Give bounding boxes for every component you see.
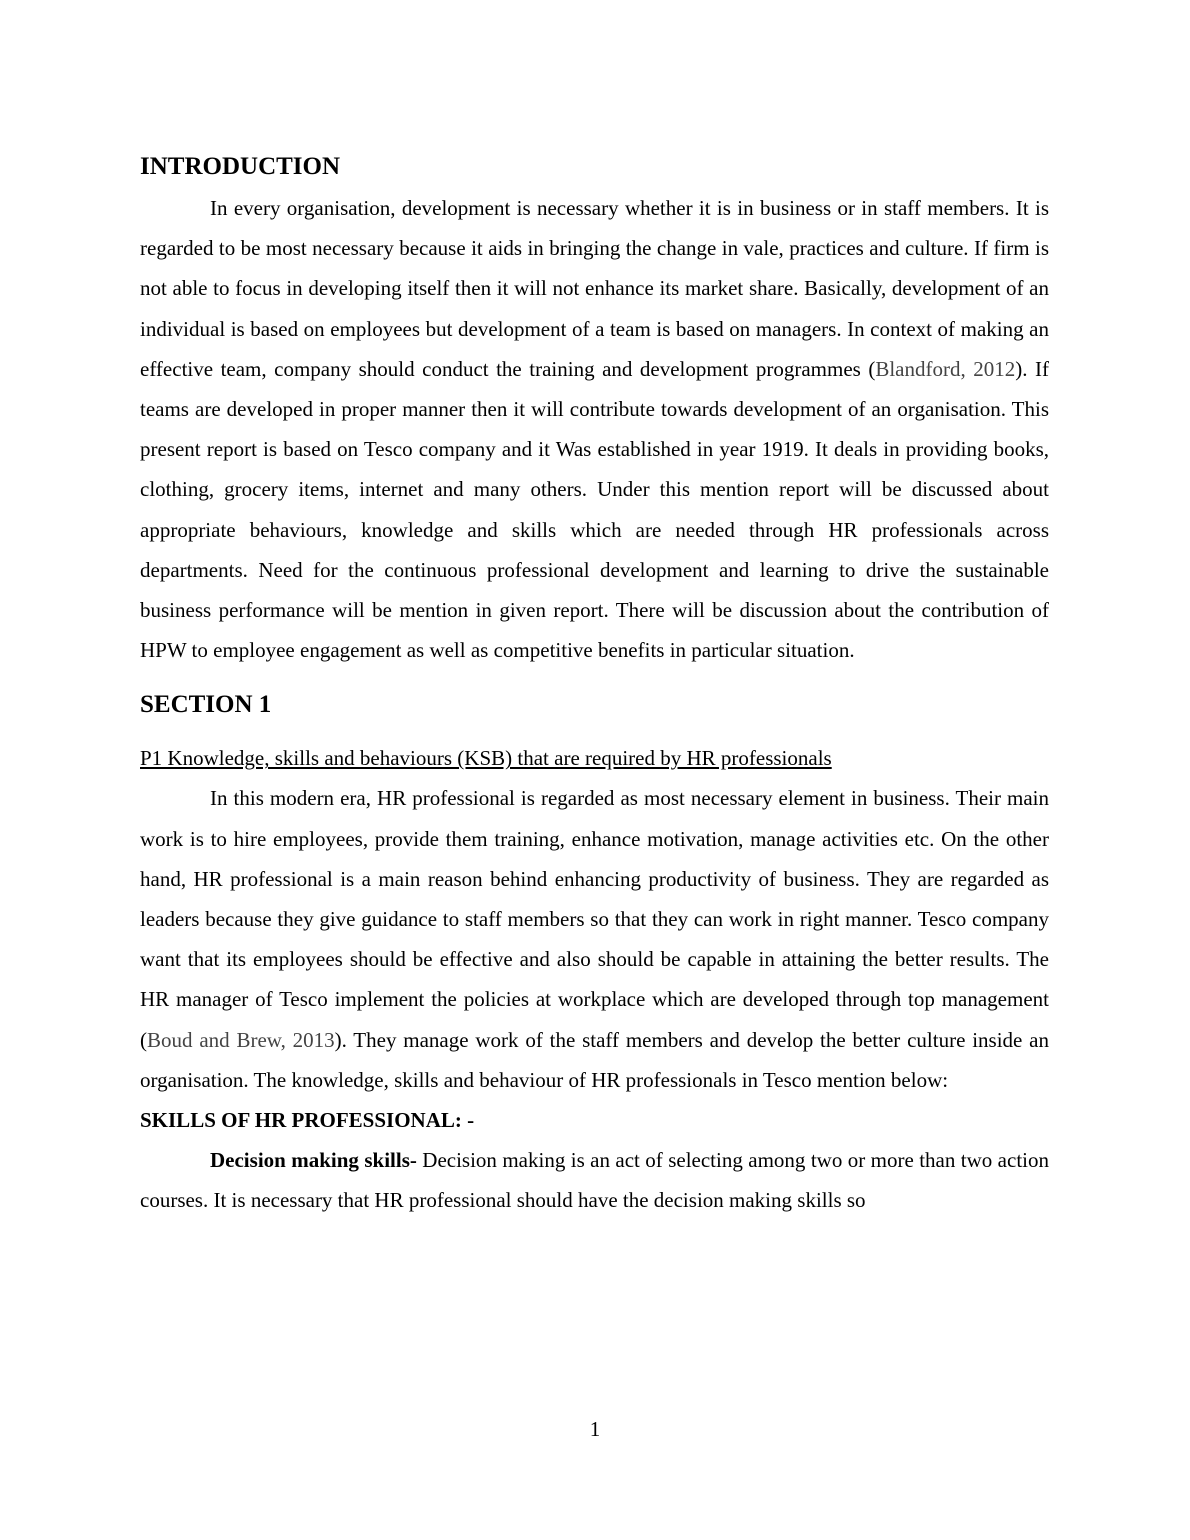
introduction-citation: Blandford, 2012 xyxy=(875,356,1016,381)
decision-making-label: Decision making skills- xyxy=(210,1148,417,1173)
introduction-heading: INTRODUCTION xyxy=(140,153,341,180)
page-number: 1 xyxy=(589,1417,601,1441)
section-1-text-part-1: In this modern era, HR professional is regarded as most necessary element in business. Their main work is to hire employees, provide them training, enhance motivation, manage activities etc. On the other hand, HR professional is a main reason behind enhancing productivity of business. They are regarded as leaders because they give guidance to staff members so that they can work in right manner. Tesco company want that its employees should be effective and also should be capable in attaining the better results. The HR manager of Tesco implement the policies at workplace which are developed through top management ( xyxy=(140,786,1049,1052)
introduction-paragraph xyxy=(140,188,1049,670)
p1-subheading: P1 Knowledge, skills and behaviours (KSB) that are required by HR professionals xyxy=(140,746,832,771)
section-1-paragraph xyxy=(140,778,1049,1100)
decision-making-paragraph xyxy=(140,1140,1049,1220)
section-1-citation: Boud and Brew, 2013 xyxy=(147,1027,335,1052)
introduction-text-part-1: In every organisation, development is necessary whether it is in business or in staff members. It is regarded to be most necessary because it aids in bringing the change in vale, practices and culture. If firm is not able to focus in developing itself then it will not enhance its market share. Basically, development of an individual is based on employees but development of a team is based on managers. In context of making an effective team, company should conduct the training and development programmes ( xyxy=(140,196,1049,381)
section-1-text-part-2: ). They manage work of the staff members and develop the better culture inside an organisation. The knowledge, skills and behaviour of HR professionals in Tesco mention below: xyxy=(140,1027,1049,1092)
skills-heading: SKILLS OF HR PROFESSIONAL: - xyxy=(140,1108,475,1133)
page-content xyxy=(140,150,1049,1220)
section-1-heading: SECTION 1 xyxy=(140,691,272,719)
decision-making-text: Decision making is an act of selecting among two or more than two action courses. It is necessary that HR professional should have the decision making skills so xyxy=(140,1148,1049,1213)
introduction-text-part-2: ). If teams are developed in proper manner then it will contribute towards development of an organisation. This present report is based on Tesco company and it Was established in year 1919. It deals in providing books, clothing, grocery items, internet and many others. Under this mention report will be discussed about appropriate behaviours, knowledge and skills which are needed through HR professionals across departments. Need for the continuous professional development and learning to drive the sustainable business performance will be mention in given report. There will be discussion about the contribution of HPW to employee engagement as well as competitive benefits in particular situation. xyxy=(140,356,1049,663)
